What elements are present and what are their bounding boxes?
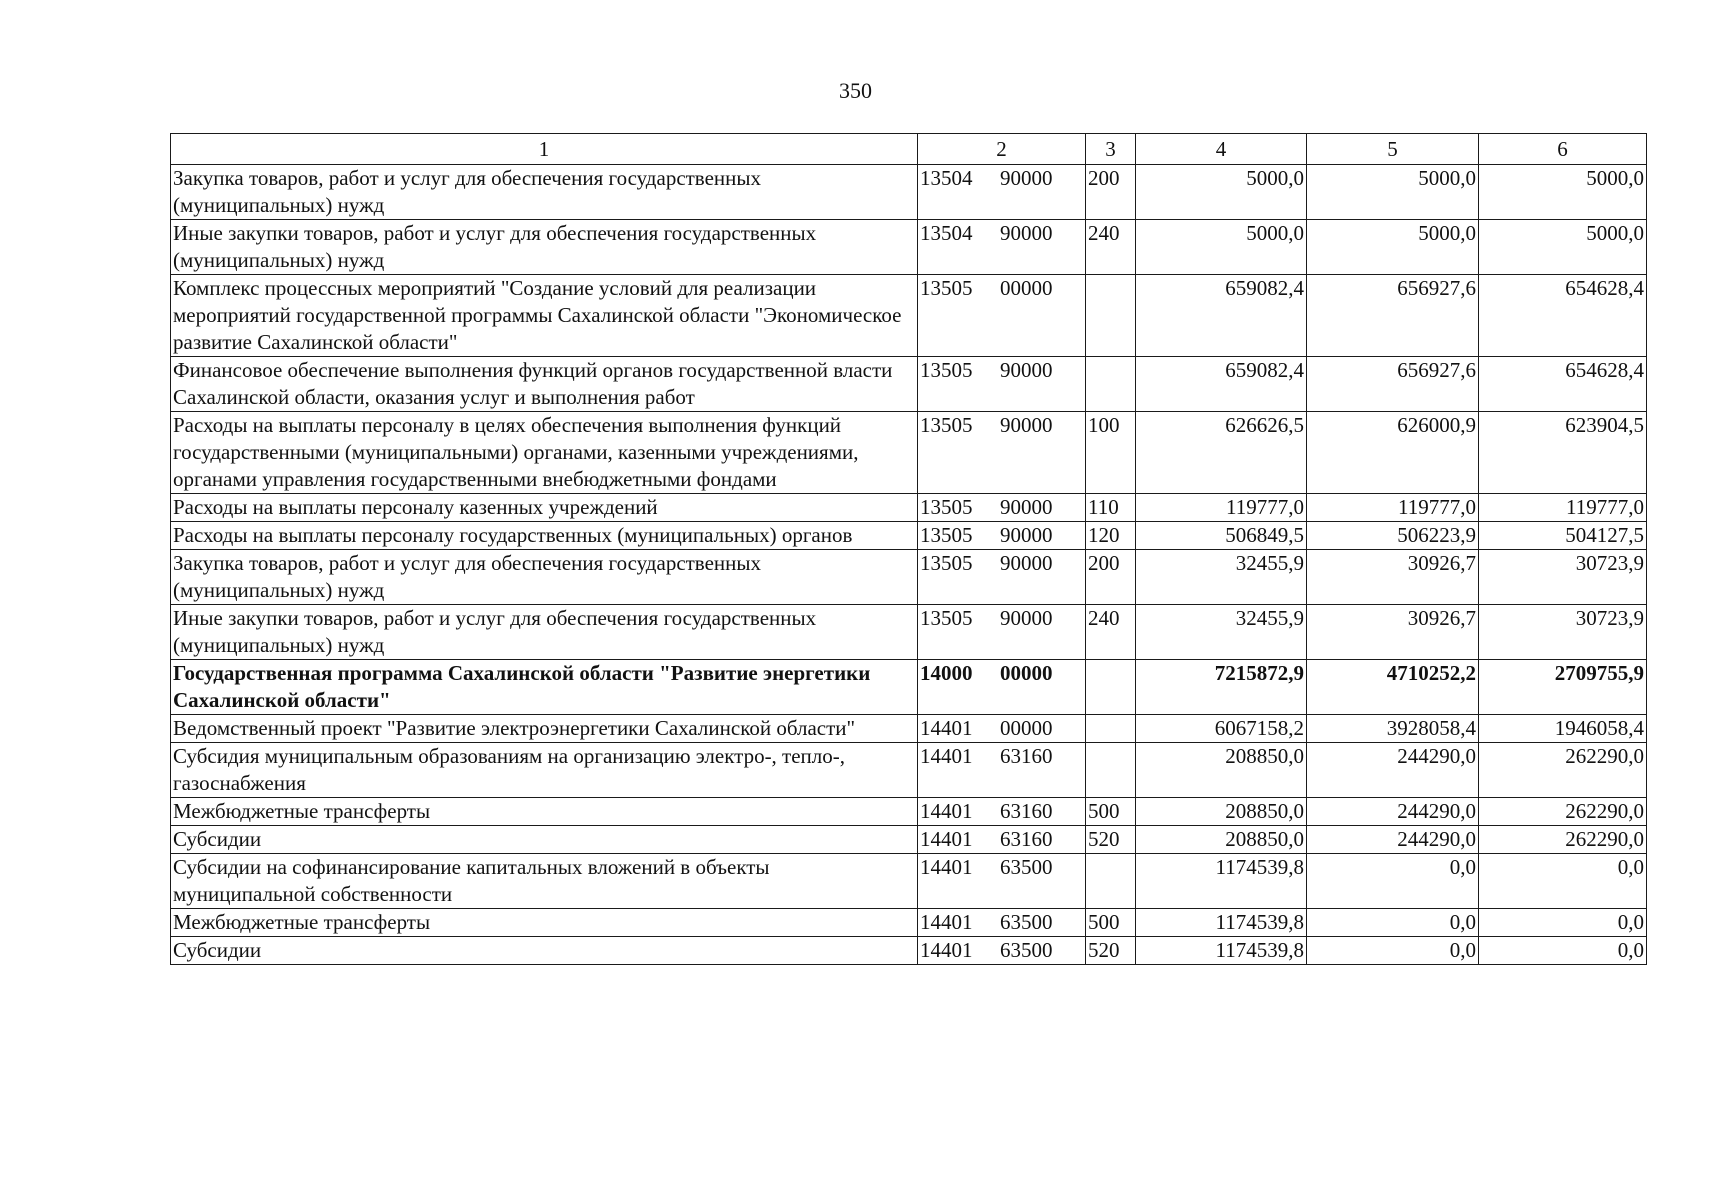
row-name: Закупка товаров, работ и услуг для обеспечения государственных (муниципальных) нужд bbox=[171, 165, 918, 220]
row-amount-2: 0,0 bbox=[1307, 937, 1479, 965]
row-code-direction: 90000 bbox=[1000, 606, 1053, 630]
row-code-direction: 90000 bbox=[1000, 495, 1053, 519]
row-amount-3: 119777,0 bbox=[1479, 494, 1647, 522]
row-amount-1: 32455,9 bbox=[1136, 550, 1307, 605]
row-amount-2: 656927,6 bbox=[1307, 275, 1479, 357]
row-code-program: 14401 bbox=[920, 716, 973, 740]
table-row bbox=[171, 715, 1647, 743]
row-code-direction: 63160 bbox=[1000, 799, 1053, 823]
table-row bbox=[171, 494, 1647, 522]
table-row bbox=[171, 275, 1647, 357]
table-row bbox=[171, 826, 1647, 854]
row-code-direction: 90000 bbox=[1000, 166, 1053, 190]
row-target-code bbox=[918, 854, 1086, 909]
row-amount-2: 5000,0 bbox=[1307, 165, 1479, 220]
row-name: Субсидии bbox=[171, 826, 918, 854]
row-amount-2: 4710252,2 bbox=[1307, 660, 1479, 715]
row-amount-2: 626000,9 bbox=[1307, 412, 1479, 494]
column-header-2: 2 bbox=[918, 134, 1086, 165]
row-target-code bbox=[918, 660, 1086, 715]
row-target-code bbox=[918, 826, 1086, 854]
row-amount-3: 5000,0 bbox=[1479, 165, 1647, 220]
row-expense-type: 500 bbox=[1086, 798, 1136, 826]
row-code-program: 14401 bbox=[920, 910, 973, 934]
row-code-program: 14401 bbox=[920, 855, 973, 879]
column-header-3: 3 bbox=[1086, 134, 1136, 165]
row-target-code bbox=[918, 275, 1086, 357]
row-expense-type: 520 bbox=[1086, 826, 1136, 854]
table-row bbox=[171, 220, 1647, 275]
row-amount-2: 5000,0 bbox=[1307, 220, 1479, 275]
row-name: Комплекс процессных мероприятий "Создание условий для реализации мероприятий государственной программы Сахалинской области "Экономическое развитие Сахалинской области" bbox=[171, 275, 918, 357]
row-name: Финансовое обеспечение выполнения функций органов государственной власти Сахалинской области, оказания услуг и выполнения работ bbox=[171, 357, 918, 412]
row-name: Иные закупки товаров, работ и услуг для обеспечения государственных (муниципальных) нужд bbox=[171, 605, 918, 660]
row-target-code bbox=[918, 522, 1086, 550]
row-target-code bbox=[918, 937, 1086, 965]
row-code-direction: 90000 bbox=[1000, 358, 1053, 382]
row-amount-1: 119777,0 bbox=[1136, 494, 1307, 522]
table-row bbox=[171, 660, 1647, 715]
row-amount-2: 244290,0 bbox=[1307, 798, 1479, 826]
row-amount-2: 244290,0 bbox=[1307, 743, 1479, 798]
row-name: Субсидия муниципальным образованиям на организацию электро-, тепло-, газоснабжения bbox=[171, 743, 918, 798]
row-code-direction: 90000 bbox=[1000, 523, 1053, 547]
row-expense-type: 240 bbox=[1086, 605, 1136, 660]
row-expense-type bbox=[1086, 275, 1136, 357]
row-code-direction: 63500 bbox=[1000, 855, 1053, 879]
row-expense-type: 500 bbox=[1086, 909, 1136, 937]
row-amount-1: 6067158,2 bbox=[1136, 715, 1307, 743]
table-row bbox=[171, 522, 1647, 550]
row-amount-2: 3928058,4 bbox=[1307, 715, 1479, 743]
row-amount-2: 0,0 bbox=[1307, 909, 1479, 937]
row-code-program: 14000 bbox=[920, 661, 973, 685]
page-number: 350 bbox=[839, 78, 872, 103]
row-expense-type: 110 bbox=[1086, 494, 1136, 522]
row-code-program: 13505 bbox=[920, 523, 973, 547]
row-target-code bbox=[918, 715, 1086, 743]
row-amount-3: 262290,0 bbox=[1479, 826, 1647, 854]
row-code-program: 13505 bbox=[920, 358, 973, 382]
row-expense-type: 240 bbox=[1086, 220, 1136, 275]
row-amount-3: 30723,9 bbox=[1479, 605, 1647, 660]
row-name: Государственная программа Сахалинской области "Развитие энергетики Сахалинской области" bbox=[171, 660, 918, 715]
row-name: Межбюджетные трансферты bbox=[171, 909, 918, 937]
row-target-code bbox=[918, 165, 1086, 220]
row-amount-3: 504127,5 bbox=[1479, 522, 1647, 550]
row-target-code bbox=[918, 220, 1086, 275]
row-amount-3: 30723,9 bbox=[1479, 550, 1647, 605]
column-header-1: 1 bbox=[171, 134, 918, 165]
row-amount-1: 208850,0 bbox=[1136, 798, 1307, 826]
row-amount-1: 659082,4 bbox=[1136, 275, 1307, 357]
row-name: Межбюджетные трансферты bbox=[171, 798, 918, 826]
row-amount-2: 656927,6 bbox=[1307, 357, 1479, 412]
row-code-direction: 00000 bbox=[1000, 716, 1053, 740]
row-code-program: 13505 bbox=[920, 276, 973, 300]
row-code-program: 13505 bbox=[920, 606, 973, 630]
row-amount-3: 5000,0 bbox=[1479, 220, 1647, 275]
row-amount-3: 1946058,4 bbox=[1479, 715, 1647, 743]
row-code-program: 13505 bbox=[920, 413, 973, 437]
row-code-direction: 00000 bbox=[1000, 661, 1053, 685]
row-code-direction: 90000 bbox=[1000, 551, 1053, 575]
row-expense-type: 200 bbox=[1086, 550, 1136, 605]
row-target-code bbox=[918, 412, 1086, 494]
row-amount-2: 244290,0 bbox=[1307, 826, 1479, 854]
table-body bbox=[171, 165, 1647, 965]
row-code-program: 14401 bbox=[920, 827, 973, 851]
row-amount-3: 654628,4 bbox=[1479, 275, 1647, 357]
row-expense-type: 120 bbox=[1086, 522, 1136, 550]
table-row bbox=[171, 412, 1647, 494]
row-name: Субсидии bbox=[171, 937, 918, 965]
row-amount-3: 262290,0 bbox=[1479, 743, 1647, 798]
table-header-row bbox=[171, 134, 1647, 165]
row-target-code bbox=[918, 605, 1086, 660]
row-code-direction: 90000 bbox=[1000, 221, 1053, 245]
table-row bbox=[171, 165, 1647, 220]
row-code-program: 13504 bbox=[920, 221, 973, 245]
row-amount-1: 5000,0 bbox=[1136, 220, 1307, 275]
table-row bbox=[171, 605, 1647, 660]
table-row bbox=[171, 909, 1647, 937]
row-amount-2: 0,0 bbox=[1307, 854, 1479, 909]
row-expense-type bbox=[1086, 743, 1136, 798]
table-row bbox=[171, 743, 1647, 798]
row-expense-type bbox=[1086, 854, 1136, 909]
row-amount-3: 623904,5 bbox=[1479, 412, 1647, 494]
row-target-code bbox=[918, 909, 1086, 937]
row-amount-3: 654628,4 bbox=[1479, 357, 1647, 412]
row-code-direction: 63500 bbox=[1000, 910, 1053, 934]
row-amount-1: 208850,0 bbox=[1136, 743, 1307, 798]
row-amount-1: 626626,5 bbox=[1136, 412, 1307, 494]
row-code-program: 14401 bbox=[920, 799, 973, 823]
row-target-code bbox=[918, 550, 1086, 605]
row-amount-3: 0,0 bbox=[1479, 909, 1647, 937]
row-amount-1: 32455,9 bbox=[1136, 605, 1307, 660]
table-row bbox=[171, 357, 1647, 412]
row-code-direction: 63500 bbox=[1000, 938, 1053, 962]
row-target-code bbox=[918, 357, 1086, 412]
row-amount-2: 30926,7 bbox=[1307, 550, 1479, 605]
row-amount-1: 208850,0 bbox=[1136, 826, 1307, 854]
row-code-direction: 63160 bbox=[1000, 744, 1053, 768]
row-code-program: 13505 bbox=[920, 551, 973, 575]
row-amount-1: 1174539,8 bbox=[1136, 909, 1307, 937]
row-code-program: 14401 bbox=[920, 744, 973, 768]
row-expense-type bbox=[1086, 715, 1136, 743]
row-expense-type bbox=[1086, 357, 1136, 412]
row-target-code bbox=[918, 798, 1086, 826]
row-name: Ведомственный проект "Развитие электроэнергетики Сахалинской области" bbox=[171, 715, 918, 743]
budget-table bbox=[170, 133, 1647, 965]
row-amount-2: 506223,9 bbox=[1307, 522, 1479, 550]
row-name: Расходы на выплаты персоналу казенных учреждений bbox=[171, 494, 918, 522]
row-target-code bbox=[918, 743, 1086, 798]
table-row bbox=[171, 798, 1647, 826]
row-name: Субсидии на софинансирование капитальных вложений в объекты муниципальной собственности bbox=[171, 854, 918, 909]
row-amount-3: 2709755,9 bbox=[1479, 660, 1647, 715]
row-code-direction: 90000 bbox=[1000, 413, 1053, 437]
row-code-program: 14401 bbox=[920, 938, 973, 962]
row-name: Расходы на выплаты персоналу государственных (муниципальных) органов bbox=[171, 522, 918, 550]
row-name: Закупка товаров, работ и услуг для обеспечения государственных (муниципальных) нужд bbox=[171, 550, 918, 605]
table-row bbox=[171, 854, 1647, 909]
row-code-direction: 00000 bbox=[1000, 276, 1053, 300]
row-amount-1: 7215872,9 bbox=[1136, 660, 1307, 715]
row-amount-1: 506849,5 bbox=[1136, 522, 1307, 550]
row-amount-1: 1174539,8 bbox=[1136, 937, 1307, 965]
row-amount-1: 5000,0 bbox=[1136, 165, 1307, 220]
column-header-4: 4 bbox=[1136, 134, 1307, 165]
row-amount-1: 659082,4 bbox=[1136, 357, 1307, 412]
row-expense-type: 100 bbox=[1086, 412, 1136, 494]
table-row bbox=[171, 550, 1647, 605]
row-code-direction: 63160 bbox=[1000, 827, 1053, 851]
column-header-6: 6 bbox=[1479, 134, 1647, 165]
row-name: Расходы на выплаты персоналу в целях обеспечения выполнения функций государственными (муниципальными) органами, казенными учреждениями, органами управления государственными внебюджетными фондами bbox=[171, 412, 918, 494]
row-expense-type: 200 bbox=[1086, 165, 1136, 220]
row-expense-type: 520 bbox=[1086, 937, 1136, 965]
row-amount-3: 0,0 bbox=[1479, 937, 1647, 965]
row-amount-2: 30926,7 bbox=[1307, 605, 1479, 660]
row-amount-3: 262290,0 bbox=[1479, 798, 1647, 826]
row-expense-type bbox=[1086, 660, 1136, 715]
row-amount-1: 1174539,8 bbox=[1136, 854, 1307, 909]
row-target-code bbox=[918, 494, 1086, 522]
row-name: Иные закупки товаров, работ и услуг для обеспечения государственных (муниципальных) нужд bbox=[171, 220, 918, 275]
row-amount-3: 0,0 bbox=[1479, 854, 1647, 909]
row-amount-2: 119777,0 bbox=[1307, 494, 1479, 522]
row-code-program: 13505 bbox=[920, 495, 973, 519]
column-header-5: 5 bbox=[1307, 134, 1479, 165]
table-row bbox=[171, 937, 1647, 965]
row-code-program: 13504 bbox=[920, 166, 973, 190]
